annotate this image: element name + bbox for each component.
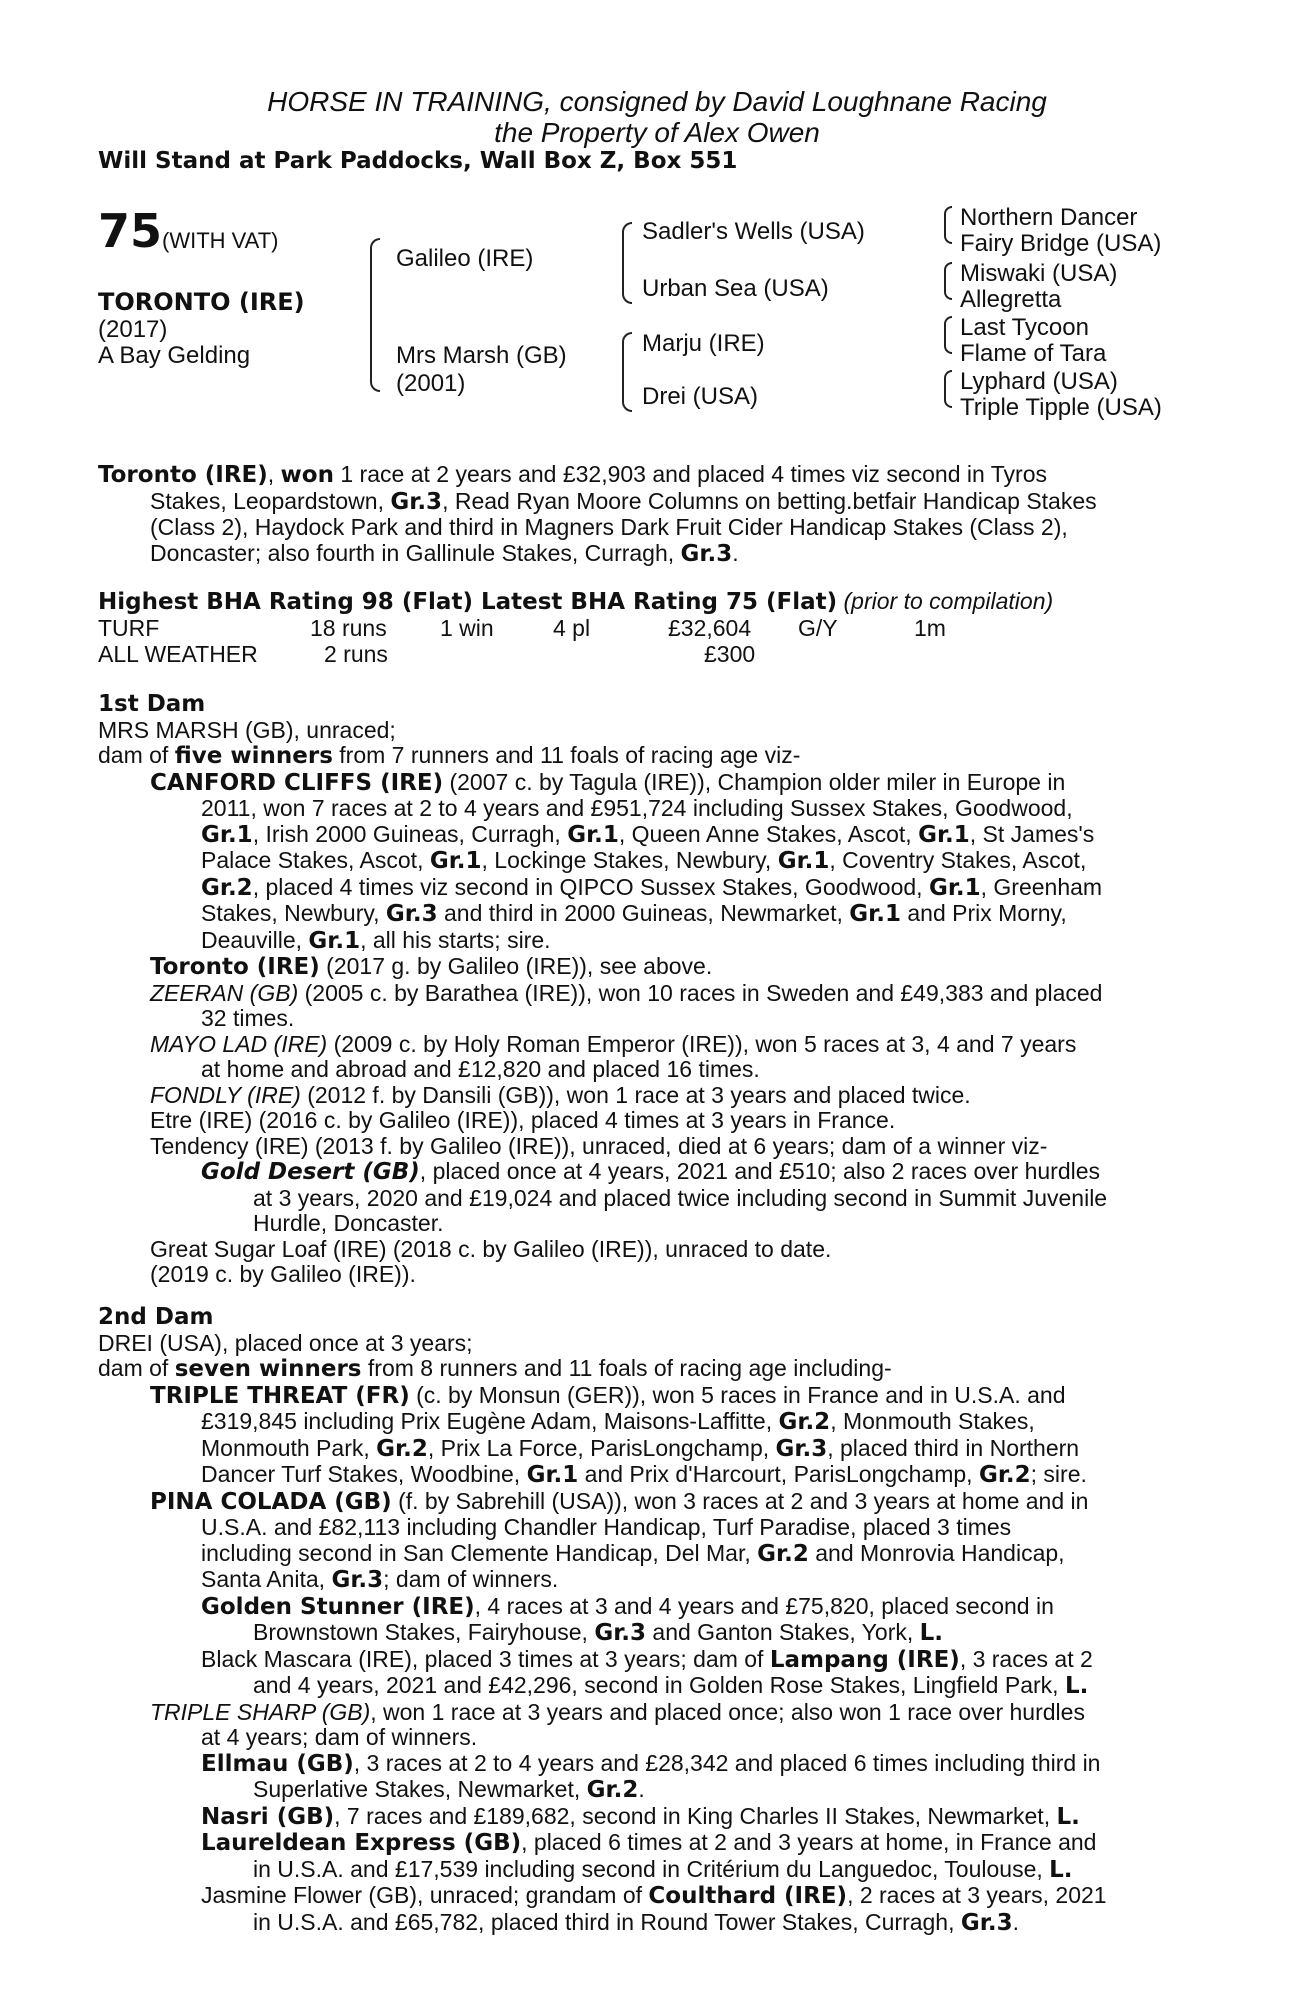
- progeny-text: , all his starts; sire.: [360, 926, 551, 953]
- second-dam-section: [98, 1305, 1204, 1936]
- grade-badge: Gr.2: [757, 1540, 809, 1567]
- progeny-name: TRIPLE THREAT (FR): [150, 1382, 410, 1409]
- progeny-name: Toronto (IRE): [150, 954, 320, 980]
- progeny-text: Hurdle, Doncaster.: [253, 1210, 444, 1236]
- progeny-name: Golden Stunner (IRE): [201, 1593, 475, 1620]
- progeny-text: , Irish 2000 Guineas, Curragh,: [252, 820, 568, 847]
- progeny-text: (2012 f. by Dansili (GB)), won 1 race at 3 years and placed twice.: [300, 1081, 971, 1108]
- second-dam-name: DREI (USA), placed once at 3 years;: [98, 1329, 473, 1356]
- race-summary: Toronto (IRE), won 1 race at 2 years and £32,903 and placed 4 times viz second in Tyros Stakes, Leopardstown, Gr.3, Read Ryan Moore Columns on betting.betfair Handicap Stakes (Class 2), Haydock Park and third in Magners Dark Fruit Cider Handicap Stakes (Class 2), Doncaster; also fourth in Gallinule Stakes, Curragh, Gr.3.: [98, 462, 1204, 567]
- progeny-text: Brownstown Stakes, Fairyhouse,: [253, 1619, 595, 1645]
- progeny-text: ; dam of winners.: [383, 1566, 559, 1592]
- progeny-text: at home and abroad and £12,820 and placed 16 times.: [201, 1056, 760, 1082]
- progeny-name: Laureldean Express (GB): [201, 1830, 522, 1856]
- grade-badge: Gr.2: [201, 874, 253, 901]
- summary-text: 1 race at 2 years and £32,903 and placed 4 times viz second in Tyros: [333, 461, 1047, 487]
- first-dam-name: MRS MARSH (GB), unraced;: [98, 716, 396, 743]
- progeny-text: (f. by Sabrehill (USA)), won 3 races at 2 and 3 years at home and in: [391, 1487, 1089, 1514]
- progeny-text: Etre (IRE) (2016 c. by Galileo (IRE)), placed 4 times at 3 years in France.: [150, 1107, 896, 1133]
- grade-badge: Gr.1: [849, 901, 901, 927]
- grade-badge: Gr.1: [918, 821, 970, 848]
- summary-text: (Class 2), Haydock Park and third in Magners Dark Fruit Cider Handicap Stakes (Class 2),: [150, 514, 1068, 540]
- grade-badge: Gr.1: [567, 821, 619, 848]
- grade-badge: Gr.3: [331, 1567, 384, 1593]
- progeny-text: , Prix La Force, ParisLongchamp,: [427, 1434, 776, 1461]
- progeny-text: Deauville,: [201, 926, 309, 953]
- stand-line: Will Stand at Park Paddocks, Wall Box Z, Box 551: [98, 148, 738, 174]
- grade-badge: Gr.3: [594, 1620, 647, 1646]
- progeny-text: at 3 years, 2020 and £19,024 and placed twice including second in Summit Juvenile: [253, 1184, 1108, 1211]
- granddam-dam-3: Flame of Tara: [960, 340, 1107, 367]
- listed-badge: L.: [919, 1620, 944, 1646]
- progeny-text: , Queen Anne Stakes, Ascot,: [618, 820, 919, 847]
- progeny-text: Superlative Stakes, Newmarket,: [253, 1776, 587, 1802]
- progeny-text: Black Mascara (IRE), placed 3 times at 3 years; dam of: [201, 1645, 770, 1672]
- progeny-text: and Prix Morny,: [900, 900, 1067, 926]
- summary-horse-name: Toronto (IRE): [98, 462, 268, 488]
- listed-badge: L.: [1049, 1856, 1073, 1883]
- horse-name: TORONTO (IRE): [98, 288, 305, 316]
- dam-parents-brace: [622, 332, 632, 412]
- progeny-text: in U.S.A. and £17,539 including second in Critérium du Languedoc, Toulouse,: [253, 1855, 1050, 1882]
- grade-badge: Gr.3: [680, 540, 733, 567]
- listed-badge: L.: [1056, 1803, 1080, 1830]
- foaling-year: (2017): [98, 316, 168, 343]
- progeny-text: , placed 4 times viz second in QIPCO Sussex Stakes, Goodwood,: [252, 873, 929, 900]
- progeny-text: , won 1 race at 3 years and placed once; also won 1 race over hurdles: [370, 1698, 1085, 1725]
- rating-main: Highest BHA Rating 98 (Flat) Latest BHA Rating 75 (Flat): [98, 589, 838, 615]
- grade-badge: Gr.1: [429, 848, 482, 874]
- horse-description: A Bay Gelding: [98, 342, 251, 369]
- sire-sire: Sadler's Wells (USA): [642, 218, 865, 245]
- progeny-text: U.S.A. and £82,113 including Chandler Handicap, Turf Paradise, placed 3 times: [201, 1514, 1012, 1540]
- dam-text: dam of: [98, 1355, 175, 1381]
- first-dam-section: [98, 692, 1204, 1288]
- progeny-name: Lampang (IRE): [769, 1646, 960, 1673]
- granddam-dam-2: Allegretta: [960, 286, 1062, 313]
- progeny-name: ZEERAN (GB): [150, 979, 299, 1006]
- progeny-text: Monmouth Park,: [201, 1434, 377, 1461]
- progeny-text: Stakes, Newbury,: [201, 900, 386, 926]
- gp-brace-4: [944, 370, 952, 408]
- granddam-sire-2: Miswaki (USA): [960, 260, 1118, 287]
- grade-badge: Gr.3: [385, 901, 438, 927]
- granddam-sire-4: Lyphard (USA): [960, 368, 1118, 395]
- progeny-name: FONDLY (IRE): [150, 1081, 301, 1108]
- grade-badge: Gr.1: [928, 874, 981, 901]
- progeny-text: , Greenham: [980, 873, 1103, 900]
- grade-badge: Gr.2: [978, 1462, 1031, 1488]
- progeny-text: Santa Anita,: [201, 1566, 332, 1592]
- progeny-text: and third in 2000 Guineas, Newmarket,: [437, 900, 850, 926]
- progeny-text: , 3 races at 2 to 4 years and £28,342 and placed 6 times including third in: [353, 1749, 1101, 1776]
- vat-label: (WITH VAT): [162, 228, 279, 253]
- granddam-dam-1: Fairy Bridge (USA): [960, 230, 1162, 257]
- first-dam-heading: 1st Dam: [98, 691, 206, 717]
- progeny-text: , 2 races at 3 years, 2021: [847, 1882, 1107, 1908]
- progeny-text: (2017 g. by Galileo (IRE)), see above.: [319, 953, 713, 979]
- turf-wins: 1 win: [440, 615, 494, 641]
- progeny-text: Palace Stakes, Ascot,: [201, 847, 430, 873]
- gp-brace-2: [944, 262, 952, 300]
- turf-placed: 4 pl: [553, 615, 591, 641]
- sire-parents-brace: [622, 222, 632, 304]
- progeny-text: , placed third in Northern: [827, 1434, 1080, 1461]
- progeny-text: .: [638, 1776, 645, 1802]
- aw-earnings: £300: [704, 641, 756, 667]
- grade-badge: Gr.3: [775, 1435, 828, 1462]
- grade-badge: Gr.1: [777, 848, 830, 874]
- progeny-text: at 4 years; dam of winners.: [201, 1724, 478, 1750]
- granddam-dam-4: Triple Tipple (USA): [960, 394, 1162, 421]
- grade-badge: Gr.2: [586, 1777, 639, 1803]
- progeny-text: and Monrovia Handicap,: [808, 1539, 1065, 1566]
- progeny-text: (2009 c. by Holy Roman Emperor (IRE)), won 5 races at 3, 4 and 7 years: [327, 1030, 1077, 1057]
- summary-text: Stakes, Leopardstown,: [150, 487, 391, 514]
- dam-sire: Marju (IRE): [642, 330, 765, 357]
- progeny-name: PINA COLADA (GB): [150, 1488, 392, 1515]
- grade-badge: Gr.3: [960, 1909, 1013, 1936]
- progeny-text: , 4 races at 3 and 4 years and £75,820, placed second in: [474, 1592, 1054, 1619]
- dam-dam: Drei (USA): [642, 383, 759, 410]
- progeny-name: Ellmau (GB): [201, 1750, 354, 1777]
- progeny-text: , Lockinge Stakes, Newbury,: [481, 847, 778, 873]
- sire-dam: Urban Sea (USA): [642, 275, 829, 302]
- progeny-text: (c. by Monsun (GER)), won 5 races in France and in U.S.A. and: [409, 1381, 1066, 1408]
- winners-count: seven winners: [174, 1356, 362, 1382]
- progeny-text: (2005 c. by Barathea (IRE)), won 10 races in Sweden and £49,383 and placed: [298, 979, 1103, 1006]
- dam-text: dam of: [98, 742, 175, 768]
- progeny-text: Dancer Turf Stakes, Woodbine,: [201, 1461, 527, 1487]
- dam-text: from 7 runners and 11 foals of racing age viz-: [332, 742, 801, 768]
- progeny-text: £319,845 including Prix Eugène Adam, Maisons-Laffitte,: [201, 1408, 779, 1434]
- lot-number: 75: [98, 204, 163, 258]
- grade-badge: Gr.2: [376, 1435, 428, 1462]
- rating-note: (prior to compilation): [843, 588, 1054, 614]
- aw-runs: 2 runs: [324, 641, 388, 667]
- aw-label: ALL WEATHER: [98, 641, 258, 667]
- second-dam-heading: 2nd Dam: [98, 1304, 214, 1330]
- turf-going: G/Y: [798, 615, 838, 641]
- listed-badge: L.: [1064, 1673, 1089, 1699]
- progeny-text: (2019 c. by Galileo (IRE)).: [150, 1261, 416, 1287]
- progeny-text: and 4 years, 2021 and £42,296, second in Golden Rose Stakes, Lingfield Park,: [253, 1672, 1065, 1698]
- sire-dam-brace: [370, 238, 380, 392]
- progeny-name: MAYO LAD (IRE): [150, 1030, 328, 1057]
- dam-text: from 8 runners and 11 foals of racing age including-: [361, 1355, 892, 1381]
- summary-text: Doncaster; also fourth in Gallinule Stakes, Curragh,: [150, 539, 681, 566]
- progeny-text: in U.S.A. and £65,782, placed third in Round Tower Stakes, Curragh,: [253, 1908, 961, 1935]
- progeny-text: , Monmouth Stakes,: [830, 1408, 1035, 1434]
- progeny-name: Coulthard (IRE): [648, 1883, 848, 1909]
- summary-text: , Read Ryan Moore Columns on betting.betfair Handicap Stakes: [442, 487, 1097, 514]
- turf-runs: 18 runs: [310, 615, 387, 641]
- progeny-text: 32 times.: [201, 1005, 295, 1031]
- progeny-text: , placed 6 times at 2 and 3 years at home, in France and: [521, 1829, 1097, 1855]
- granddam-sire-1: Northern Dancer: [960, 204, 1138, 231]
- progeny-name: Nasri (GB): [201, 1803, 335, 1830]
- progeny-name: TRIPLE SHARP (GB): [150, 1698, 371, 1725]
- grade-badge: Gr.1: [526, 1462, 579, 1488]
- progeny-text: , Coventry Stakes, Ascot,: [829, 847, 1087, 873]
- progeny-text: (2007 c. by Tagula (IRE)), Champion older miler in Europe in: [443, 768, 1066, 795]
- progeny-name: Gold Desert (GB): [201, 1159, 420, 1185]
- progeny-text: Tendency (IRE) (2013 f. by Galileo (IRE)), unraced, died at 6 years; dam of a winner viz-: [150, 1132, 1048, 1159]
- progeny-text: , 7 races and £189,682, second in King Charles II Stakes, Newmarket,: [334, 1802, 1057, 1829]
- grade-badge: Gr.1: [201, 821, 253, 848]
- summary-text: .: [732, 539, 739, 566]
- progeny-text: , St James's: [969, 820, 1095, 847]
- grade-badge: Gr.3: [390, 488, 443, 515]
- progeny-name: CANFORD CLIFFS (IRE): [150, 769, 444, 796]
- progeny-text: , 3 races at 2: [959, 1645, 1093, 1672]
- progeny-text: including second in San Clemente Handicap, Del Mar,: [201, 1539, 758, 1566]
- consignor-line: HORSE IN TRAINING, consigned by David Loughnane Racing: [267, 86, 1047, 117]
- grade-badge: Gr.2: [778, 1409, 831, 1435]
- rating-line: [98, 588, 1053, 615]
- sire-name: Galileo (IRE): [396, 245, 534, 272]
- gp-brace-3: [944, 316, 952, 354]
- progeny-text: 2011, won 7 races at 2 to 4 years and £951,724 including Sussex Stakes, Goodwood,: [201, 795, 1073, 821]
- summary-won: won: [280, 462, 334, 488]
- progeny-text: and Ganton Stakes, York,: [646, 1619, 920, 1645]
- progeny-text: .: [1012, 1908, 1019, 1935]
- dam-name: Mrs Marsh (GB): [396, 342, 567, 369]
- dam-year: (2001): [396, 370, 466, 397]
- turf-earnings: £32,604: [668, 615, 752, 641]
- grade-badge: Gr.1: [308, 927, 361, 954]
- progeny-text: , placed once at 4 years, 2021 and £510; also 2 races over hurdles: [419, 1158, 1101, 1184]
- turf-distance: 1m: [914, 615, 946, 641]
- granddam-sire-3: Last Tycoon: [960, 314, 1089, 341]
- progeny-text: and Prix d'Harcourt, ParisLongchamp,: [578, 1461, 979, 1487]
- winners-count: five winners: [174, 743, 333, 769]
- progeny-text: Great Sugar Loaf (IRE) (2018 c. by Galileo (IRE)), unraced to date.: [150, 1235, 832, 1262]
- progeny-text: Jasmine Flower (GB), unraced; grandam of: [201, 1882, 649, 1908]
- turf-label: TURF: [98, 615, 160, 641]
- progeny-text: ; sire.: [1030, 1461, 1087, 1487]
- gp-brace-1: [944, 206, 952, 244]
- property-line: the Property of Alex Owen: [494, 117, 820, 148]
